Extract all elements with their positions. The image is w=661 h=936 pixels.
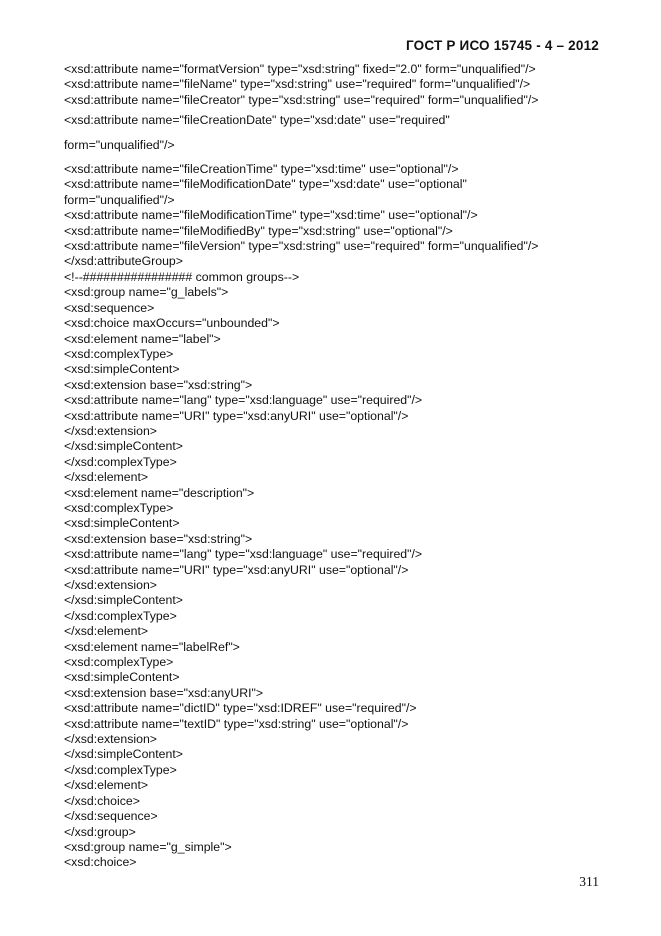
code-line: <xsd:extension base="xsd:string"> — [64, 531, 253, 546]
code-line: <xsd:attribute name="lang" type="xsd:language" use="required"/> — [64, 393, 423, 408]
code-line: <xsd:group name="g_labels"> — [64, 285, 229, 300]
code-line: <xsd:attribute name="URI" type="xsd:anyURI" use="optional"/> — [64, 408, 409, 423]
code-line: <xsd:extension base="xsd:anyURI"> — [64, 685, 264, 700]
code-line: </xsd:simpleContent> — [64, 439, 183, 454]
code-line: </xsd:group> — [64, 824, 136, 839]
code-line: <xsd:attribute name="fileModificationTime" type="xsd:time" use="optional"/> — [64, 208, 478, 223]
code-line: <xsd:attribute name="fileCreationTime" type="xsd:time" use="optional"/> — [64, 162, 459, 177]
code-line: <xsd:attribute name="dictID" type="xsd:IDREF" use="required"/> — [64, 701, 417, 716]
code-line: </xsd:complexType> — [64, 454, 177, 469]
code-line: <xsd:attribute name="fileModifiedBy" type="xsd:string" use="optional"/> — [64, 223, 453, 238]
code-line: <xsd:element name="description"> — [64, 485, 255, 500]
code-line: <xsd:simpleContent> — [64, 516, 180, 531]
code-line: </xsd:element> — [64, 778, 149, 793]
code-line: <xsd:attribute name="fileName" type="xsd:string" use="required" form="unqualified"/> — [64, 77, 531, 92]
code-line: <xsd:element name="label"> — [64, 331, 221, 346]
code-line: <xsd:attribute name="lang" type="xsd:language" use="required"/> — [64, 547, 423, 562]
xsd-code-block — [64, 62, 624, 871]
code-line: <xsd:simpleContent> — [64, 670, 180, 685]
code-line: <xsd:sequence> — [64, 300, 155, 315]
code-line: </xsd:extension> — [64, 732, 157, 747]
code-line: form="unqualified"/> — [64, 137, 175, 152]
code-line: </xsd:sequence> — [64, 809, 158, 824]
code-line: <xsd:attribute name="textID" type="xsd:string" use="optional"/> — [64, 716, 409, 731]
code-line: <xsd:attribute name="fileCreationDate" type="xsd:date" use="required" — [64, 113, 450, 128]
code-line: </xsd:simpleContent> — [64, 747, 183, 762]
code-line: <xsd:complexType> — [64, 346, 174, 361]
code-line: <xsd:attribute name="fileVersion" type="xsd:string" use="required" form="unqualified"/> — [64, 239, 539, 254]
code-line: <xsd:attribute name="URI" type="xsd:anyURI" use="optional"/> — [64, 562, 409, 577]
code-line: <xsd:choice maxOccurs="unbounded"> — [64, 316, 280, 331]
code-line: <xsd:choice> — [64, 855, 137, 870]
code-line: <xsd:attribute name="fileCreator" type="xsd:string" use="required" form="unqualified"/> — [64, 92, 539, 107]
code-line: </xsd:extension> — [64, 578, 157, 592]
code-line: <xsd:attribute name="formatVersion" type="xsd:string" fixed="2.0" form="unqualified"/> — [64, 62, 536, 76]
code-line: </xsd:complexType> — [64, 608, 177, 623]
code-line: form="unqualified"/> — [64, 192, 175, 207]
code-line: <xsd:attribute name="fileModificationDate" type="xsd:date" use="optional" — [64, 177, 467, 192]
code-line: <!--################ common groups--> — [64, 269, 300, 284]
code-line: </xsd:complexType> — [64, 762, 177, 777]
code-line: <xsd:complexType> — [64, 500, 174, 515]
code-line: </xsd:attributeGroup> — [64, 254, 183, 269]
code-line: </xsd:choice> — [64, 793, 140, 808]
code-line: <xsd:complexType> — [64, 655, 174, 670]
code-line: <xsd:group name="g_simple"> — [64, 839, 232, 854]
document-header: ГОСТ Р ИСО 15745 - 4 – 2012 — [406, 38, 599, 53]
page-number: 311 — [579, 874, 599, 889]
code-line: <xsd:extension base="xsd:string"> — [64, 377, 253, 392]
code-line: <xsd:simpleContent> — [64, 362, 180, 377]
code-line: </xsd:extension> — [64, 423, 157, 438]
code-line: </xsd:element> — [64, 624, 149, 639]
code-line: </xsd:element> — [64, 470, 149, 485]
code-line: <xsd:element name="labelRef"> — [64, 639, 240, 654]
code-line: </xsd:simpleContent> — [64, 593, 183, 608]
